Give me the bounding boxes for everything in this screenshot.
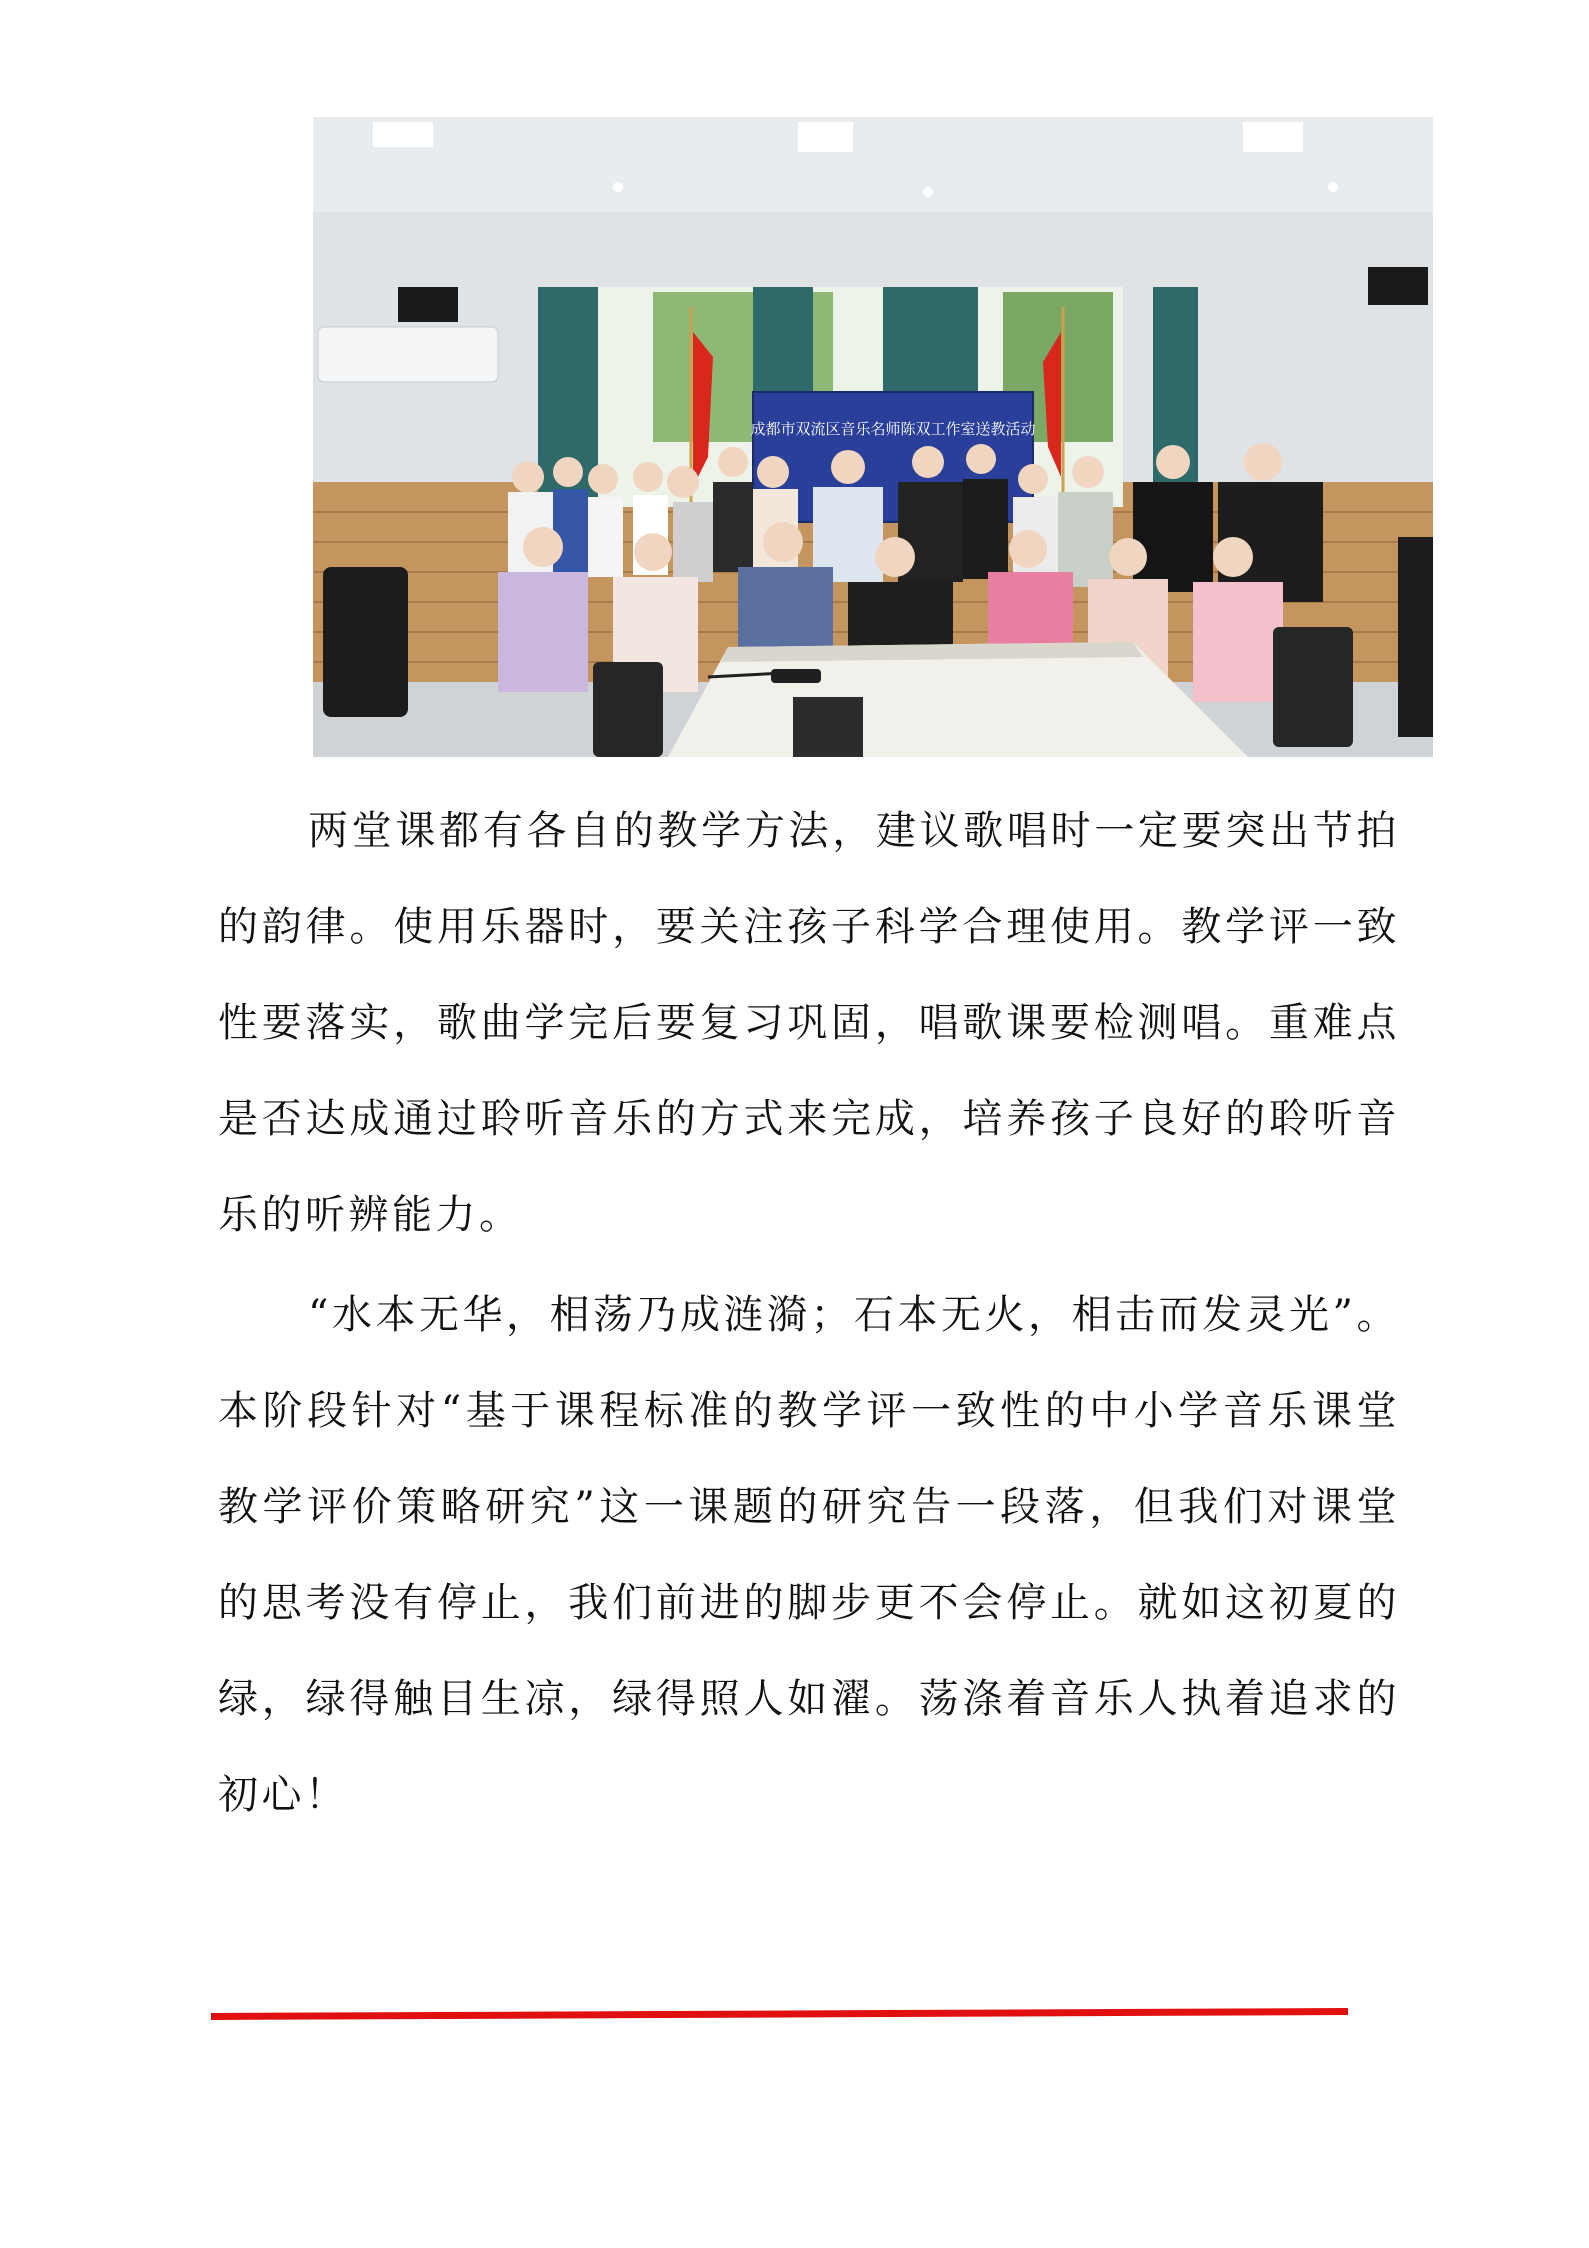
red-divider-line	[211, 2008, 1348, 2020]
paragraph-2-text: “水本无华，相荡乃成涟漪；石本无火，相击而发灵光”。本阶段针对“基于课程标准的教学评一致性的中小学音乐课堂教学评价策略研究”这一课题的研究告一段落，但我们对课堂的思考没有停止，我们前进的脚步更不会停止。就如这初夏的绿，绿得触目生凉，绿得照人如濯。荡涤着音乐人执着追求的初心！	[218, 1292, 1400, 1818]
paragraph-1-text: 两堂课都有各自的教学方法，建议歌唱时一定要突出节拍的韵律。使用乐器时，要关注孩子科学合理使用。教学评一致性要落实，歌曲学完后要复习巩固，唱歌课要检测唱。重难点是否达成通过聆听音乐的方式来完成，培养孩子良好的聆听音乐的听辨能力。	[218, 808, 1400, 1238]
screen-title: 成都市双流区音乐名师陈双工作室送教活动	[750, 421, 1036, 438]
paragraph-1	[218, 783, 1400, 1263]
group-photo	[313, 117, 1433, 757]
paragraph-2	[218, 1267, 1400, 1843]
